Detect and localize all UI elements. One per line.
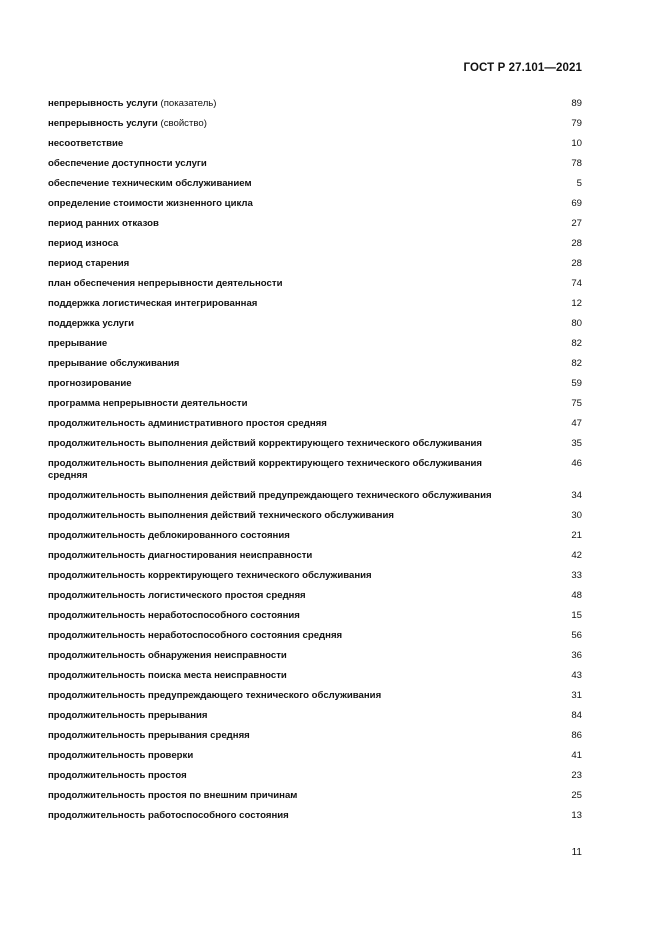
index-term [48,730,496,742]
index-entry [48,670,582,682]
index-page-ref: 13 [571,810,582,821]
index-entry [48,278,582,290]
term-text: период ранних отказов [48,218,159,229]
index-entry [48,458,582,482]
index-page-ref: 27 [571,218,582,229]
index-entry [48,610,582,622]
term-text: период износа [48,238,119,249]
index-entry [48,318,582,330]
index-page-ref: 10 [571,138,582,149]
term-text: программа непрерывности деятельности [48,398,248,409]
index-page-ref: 12 [571,298,582,309]
index-page-ref: 56 [571,630,582,641]
index-term [48,810,496,822]
index-term [48,530,496,542]
index-page-ref: 23 [571,770,582,781]
index-page-ref: 82 [571,358,582,369]
index-term [48,178,496,190]
index-term [48,630,496,642]
index-term [48,278,496,290]
index-term [48,438,496,450]
index-entry [48,178,582,190]
term-text: продолжительность простоя по внешним причинам [48,790,298,801]
index-page-ref: 30 [571,510,582,521]
term-text: продолжительность обнаружения неисправности [48,650,287,661]
index-page-ref: 25 [571,790,582,801]
index-page-ref: 5 [576,178,582,189]
index-term [48,238,496,250]
index-entry [48,790,582,802]
index-term [48,318,496,330]
index-page-ref: 43 [571,670,582,681]
index-entry [48,98,582,110]
index-entry [48,298,582,310]
index-page-ref: 78 [571,158,582,169]
term-text: продолжительность административного простоя средняя [48,418,327,429]
term-text: продолжительность неработоспособного состояния [48,610,300,621]
term-text: продолжительность простоя [48,770,187,781]
index-term [48,690,496,702]
index-term [48,158,496,170]
term-text: обеспечение техническим обслуживанием [48,178,252,189]
term-text: продолжительность выполнения действий технического обслуживания [48,510,394,521]
term-text: прерывание обслуживания [48,358,180,369]
index-term [48,298,496,310]
index-entry [48,770,582,782]
index-entry [48,158,582,170]
index-term [48,98,496,110]
index-term [48,378,496,390]
index-entry [48,490,582,502]
index-term [48,458,496,482]
term-index [48,98,582,830]
index-page-ref: 69 [571,198,582,209]
term-text: прогнозирование [48,378,132,389]
term-text: продолжительность деблокированного состояния [48,530,290,541]
index-entry [48,730,582,742]
term-text: непрерывность услуги [48,98,158,109]
index-entry [48,530,582,542]
index-term [48,398,496,410]
index-page-ref: 21 [571,530,582,541]
index-entry [48,590,582,602]
document-header: ГОСТ Р 27.101—2021 [463,62,582,74]
index-entry [48,198,582,210]
term-text: продолжительность логистического простоя средняя [48,590,306,601]
index-term [48,490,496,502]
index-entry [48,550,582,562]
index-term [48,650,496,662]
page-number: 11 [571,847,582,858]
index-page-ref: 41 [571,750,582,761]
index-page-ref: 15 [571,610,582,621]
index-term [48,198,496,210]
term-text: продолжительность работоспособного состояния [48,810,289,821]
term-text: продолжительность выполнения действий корректирующего технического обслуживания средняя [48,458,483,481]
index-entry [48,630,582,642]
term-text: непрерывность услуги [48,118,158,129]
index-entry [48,510,582,522]
term-text: поддержка логистическая интегрированная [48,298,258,309]
term-text: продолжительность выполнения действий предупреждающего технического обслуживания [48,490,492,501]
index-term [48,218,496,230]
index-page-ref: 46 [571,458,582,469]
term-text: поддержка услуги [48,318,135,329]
index-page-ref: 75 [571,398,582,409]
index-term [48,710,496,722]
term-text: план обеспечения непрерывности деятельности [48,278,283,289]
term-text: продолжительность выполнения действий корректирующего технического обслуживания [48,438,483,449]
index-term [48,358,496,370]
index-page-ref: 31 [571,690,582,701]
index-page-ref: 28 [571,258,582,269]
term-text: продолжительность предупреждающего технического обслуживания [48,690,382,701]
index-page-ref: 34 [571,490,582,501]
term-qualifier: (показатель) [160,98,217,109]
term-text: продолжительность поиска места неисправности [48,670,287,681]
term-text: продолжительность неработоспособного состояния средняя [48,630,343,641]
index-entry [48,690,582,702]
index-page-ref: 48 [571,590,582,601]
index-term [48,258,496,270]
index-entry [48,258,582,270]
index-entry [48,398,582,410]
index-page-ref: 82 [571,338,582,349]
index-page-ref: 36 [571,650,582,661]
term-text: несоответствие [48,138,124,149]
index-entry [48,378,582,390]
index-page-ref: 86 [571,730,582,741]
index-entry [48,750,582,762]
index-term [48,590,496,602]
index-page-ref: 80 [571,318,582,329]
index-term [48,338,496,350]
index-entry [48,418,582,430]
index-page-ref: 59 [571,378,582,389]
index-entry [48,810,582,822]
term-text: прерывание [48,338,108,349]
index-entry [48,358,582,370]
index-page-ref: 74 [571,278,582,289]
index-entry [48,710,582,722]
index-page-ref: 42 [571,550,582,561]
index-page-ref: 35 [571,438,582,449]
index-entry [48,218,582,230]
index-entry [48,238,582,250]
index-page-ref: 84 [571,710,582,721]
term-text: продолжительность диагностирования неисправности [48,550,313,561]
term-text: определение стоимости жизненного цикла [48,198,253,209]
index-term [48,118,496,130]
index-term [48,550,496,562]
index-term [48,750,496,762]
term-text: период старения [48,258,130,269]
index-entry [48,138,582,150]
index-page-ref: 28 [571,238,582,249]
index-page-ref: 79 [571,118,582,129]
index-term [48,418,496,430]
index-entry [48,570,582,582]
term-text: продолжительность проверки [48,750,194,761]
index-entry [48,338,582,350]
term-text: обеспечение доступности услуги [48,158,207,169]
index-term [48,770,496,782]
index-term [48,670,496,682]
term-text: продолжительность прерывания средняя [48,730,250,741]
index-page-ref: 33 [571,570,582,581]
index-term [48,610,496,622]
index-entry [48,438,582,450]
term-qualifier: (свойство) [160,118,207,129]
index-page-ref: 47 [571,418,582,429]
index-term [48,790,496,802]
index-page-ref: 89 [571,98,582,109]
index-term [48,138,496,150]
index-term [48,510,496,522]
term-text: продолжительность прерывания [48,710,208,721]
index-entry [48,118,582,130]
term-text: продолжительность корректирующего технического обслуживания [48,570,372,581]
index-entry [48,650,582,662]
index-term [48,570,496,582]
